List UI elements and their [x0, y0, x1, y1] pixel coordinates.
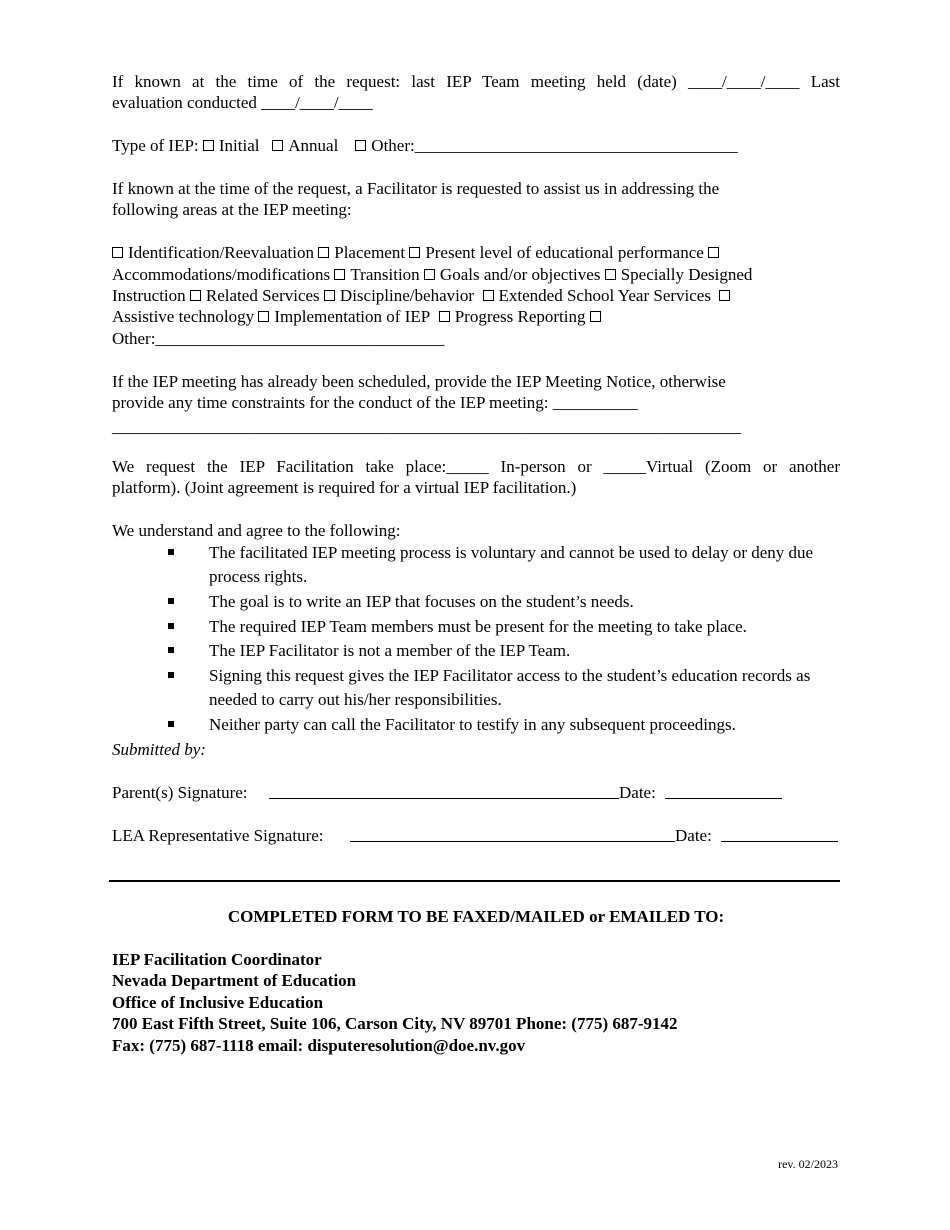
address-line-4: 700 East Fifth Street, Suite 106, Carson City, NV 89701 Phone: (775) 687-9142: [112, 1014, 678, 1033]
parent-label: Parent(s) Signature:: [112, 783, 248, 802]
progress-label: Progress Reporting: [454, 307, 586, 326]
parent-date-label: Date:: [619, 783, 656, 802]
implementation-label: Implementation of IEP: [274, 307, 431, 326]
agreement-text: The goal is to write an IEP that focuses on the student’s needs.: [209, 592, 634, 611]
address-line-1: IEP Facilitation Coordinator: [112, 950, 322, 969]
submitted-by-label: Submitted by:: [112, 740, 206, 759]
discipline-label: Discipline/behavior: [339, 286, 474, 305]
submission-heading: COMPLETED FORM TO BE FAXED/MAILED or EMAILED TO:: [227, 907, 725, 926]
address-line-2: Nevada Department of Education: [112, 971, 357, 990]
accommodations-label: Accommodations/modifications: [112, 265, 331, 284]
agreement-text: Signing this request gives the IEP Facilitator access to the student’s education records as needed to carry out his/her responsibilities.: [209, 666, 811, 709]
revision-label: rev. 02/2023: [778, 1157, 838, 1171]
last-evaluation-line: evaluation conducted ____/____/____: [112, 93, 373, 112]
agreement-text: The facilitated IEP meeting process is voluntary and cannot be used to delay or deny due process rights.: [209, 543, 814, 586]
address-line-3: Office of Inclusive Education: [112, 993, 324, 1012]
facilitation-format-line-2: platform). (Joint agreement is required for a virtual IEP facilitation.): [112, 478, 577, 497]
agreement-text: Neither party can call the Facilitator to testify in any subsequent proceedings.: [209, 715, 736, 734]
present-level-label: Present level of educational performance: [425, 243, 704, 262]
annual-label: Annual: [288, 136, 339, 155]
placement-label: Placement: [334, 243, 406, 262]
other-area-field[interactable]: Other:__________________________________: [112, 329, 445, 348]
transition-label: Transition: [350, 265, 420, 284]
agreement-text: The IEP Facilitator is not a member of the IEP Team.: [209, 641, 571, 660]
lea-label: LEA Representative Signature:: [112, 826, 324, 845]
sdi-label-2: Instruction: [112, 286, 186, 305]
last-meeting-line: If known at the time of the request: last IEP Team meeting held (date) ____/____/____ Last: [112, 72, 840, 91]
facilitator-intro-1: If known at the time of the request, a Facilitator is requested to assist us in addressing the: [112, 179, 720, 198]
related-services-label: Related Services: [205, 286, 320, 305]
esy-label: Extended School Year Services: [498, 286, 711, 305]
facilitation-format-line-1[interactable]: We request the IEP Facilitation take place:_____ In-person or _____Virtual (Zoom or another: [112, 457, 840, 476]
assistive-label: Assistive technology: [112, 307, 255, 326]
agreement-text: The required IEP Team members must be present for the meeting to take place.: [209, 617, 747, 636]
sdi-label-1: Specially Designed: [620, 265, 753, 284]
agreement-intro: We understand and agree to the following:: [112, 521, 401, 540]
time-constraints-line-2[interactable]: __________________________________________________________________________: [112, 417, 741, 436]
lea-date-label: Date:: [675, 826, 712, 845]
time-constraints-field[interactable]: provide any time constraints for the conduct of the IEP meeting: __________: [112, 393, 638, 412]
other-type-field[interactable]: Other:______________________________________: [371, 136, 738, 155]
scheduled-line-1: If the IEP meeting has already been scheduled, provide the IEP Meeting Notice, otherwise: [112, 372, 726, 391]
goals-label: Goals and/or objectives: [439, 265, 601, 284]
facilitator-intro-2: following areas at the IEP meeting:: [112, 200, 352, 219]
initial-label: Initial: [218, 136, 260, 155]
contact-section: [112, 0, 840, 1230]
iep-type-label: Type of IEP:: [112, 136, 199, 155]
address-line-5[interactable]: Fax: (775) 687-1118 email: disputeresolution@doe.nv.gov: [112, 1036, 526, 1055]
identification-label: Identification/Reevaluation: [128, 243, 314, 262]
